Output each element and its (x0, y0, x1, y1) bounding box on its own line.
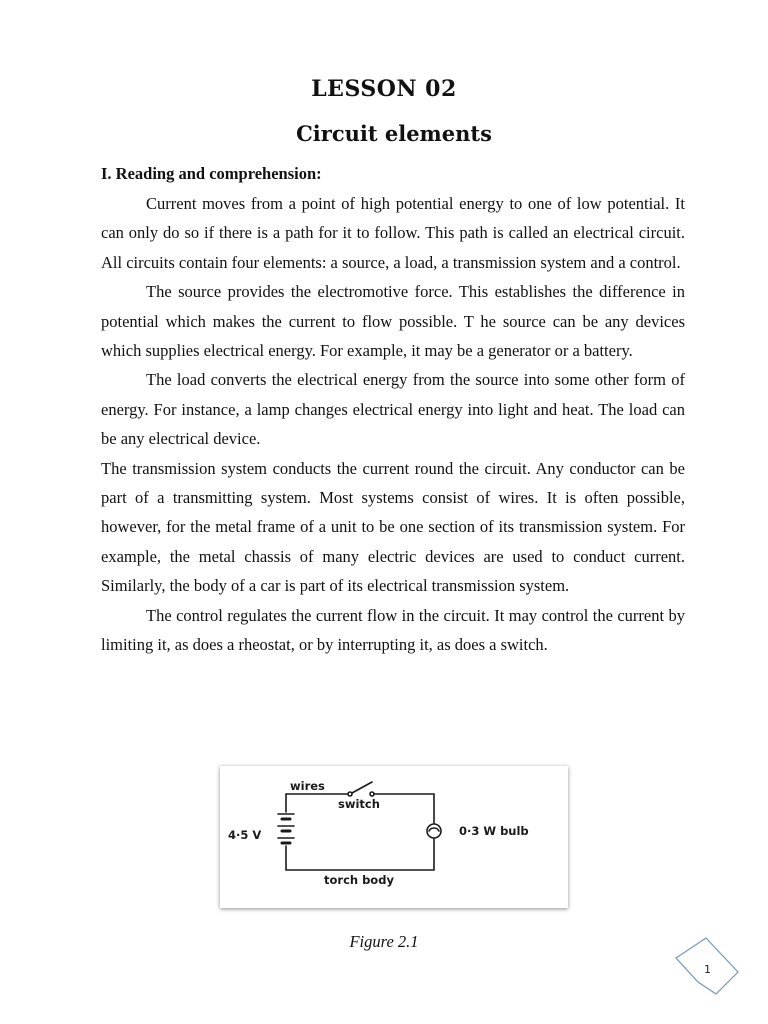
label-voltage: 4·5 V (228, 828, 262, 842)
wire-right-lower (286, 839, 434, 870)
page-number-badge (672, 936, 742, 998)
figure-caption: Figure 2.1 (349, 932, 419, 951)
page-title: Circuit elements (296, 121, 492, 146)
page-number: 1 (704, 963, 711, 976)
circuit-diagram (220, 766, 568, 908)
paragraph-current: Current moves from a point of high potential energy to one of low potential. It can only do so if there is a path for it to follow. This path is called an electrical circuit. All circuits contain four elements: a source, a load, a transmission system and a control. (101, 194, 685, 272)
paragraph-source: The source provides the electromotive force. This establishes the difference in potential which makes the current to flow possible. T he source can be any devices which supplies electrical energy. For example, it may be a generator or a battery. (101, 282, 685, 361)
label-switch: switch (338, 797, 380, 811)
label-bulb: 0·3 W bulb (459, 824, 529, 838)
paragraph-load: The load converts the electrical energy from the source into some other form of energy. For instance, a lamp changes electrical energy into light and heat. The load can be any electrical device. (101, 370, 685, 449)
lesson-number: LESSON 02 (311, 76, 457, 102)
label-torch-body: torch body (324, 873, 394, 887)
label-wires: wires (290, 779, 325, 793)
section-heading: I. Reading and comprehension: (101, 164, 322, 183)
paragraph-control: The control regulates the current flow in the circuit. It may control the current by limiting it, as does a rheostat, or by interrupting it, as does a switch. (101, 605, 685, 655)
paragraph-transmission: The transmission system conducts the current round the circuit. Any conductor can be part of a transmitting system. Most systems consist of wires. It is often possible, however, for the metal frame of a unit to be one section of its transmission system. For example, the metal chassis of many electric devices are used to conduct current. Similarly, the body of a car is part of its electrical transmission system. (101, 458, 685, 596)
switch-lever (352, 782, 372, 793)
wire-top-right (374, 794, 434, 823)
body-text (101, 189, 685, 660)
circuit-figure (220, 766, 568, 908)
